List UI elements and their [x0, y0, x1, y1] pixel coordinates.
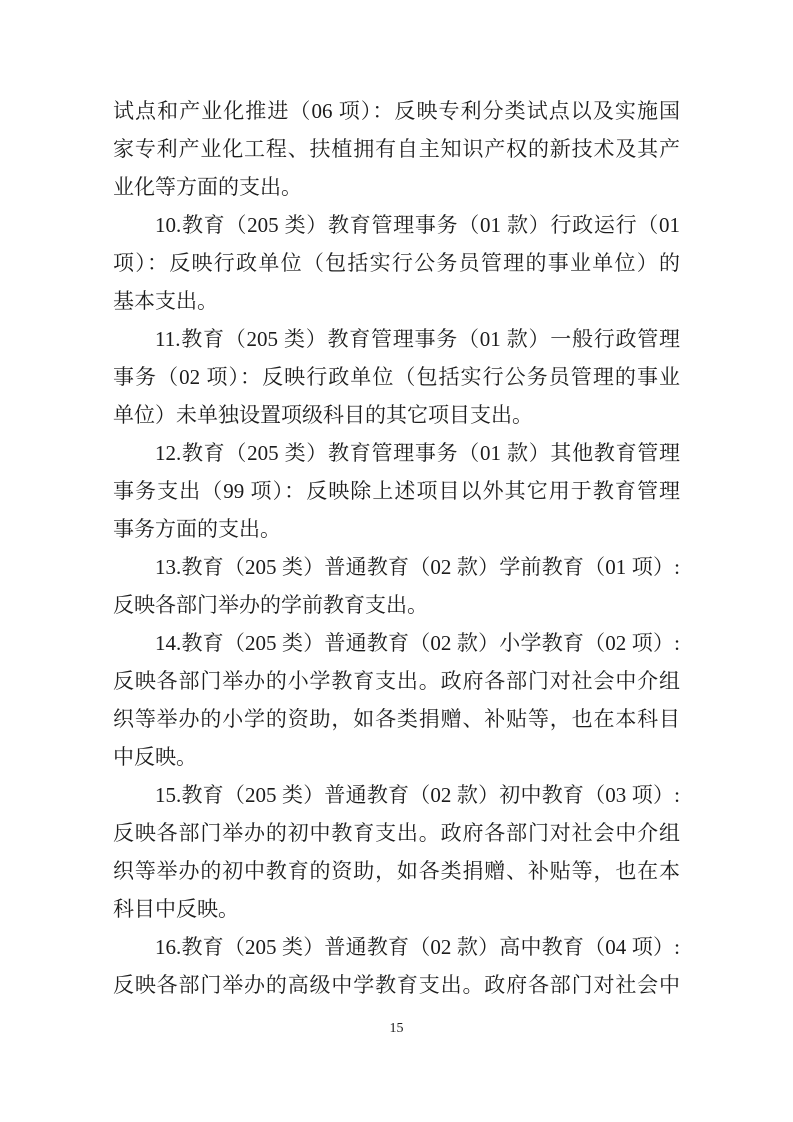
- text-line: 14.教育（205 类）普通教育（02 款）小学教育（02 项）:: [155, 631, 680, 655]
- text-line: 11.教育（205 类）教育管理事务（01 款）一般行政管理: [155, 327, 680, 351]
- page-number: 15: [389, 1021, 404, 1036]
- paragraph-15: [113, 776, 680, 928]
- text-line: 事务支出（99 项）：反映除上述项目以外其它用于教育管理: [113, 479, 680, 503]
- text-line: 科目中反映。: [113, 897, 239, 921]
- text-line: 反映各部门举办的学前教育支出。: [113, 593, 428, 617]
- paragraph-11: [113, 320, 680, 434]
- text-line: 业化等方面的支出。: [113, 175, 302, 199]
- text-line: 10.教育（205 类）教育管理事务（01 款）行政运行（01: [155, 213, 680, 237]
- text-line: 试点和产业化推进（06 项）：反映专利分类试点以及实施国: [113, 99, 680, 123]
- text-line: 反映各部门举办的高级中学教育支出。政府各部门对社会中: [113, 973, 680, 997]
- text-line: 事务（02 项）：反映行政单位（包括实行公务员管理的事业: [113, 365, 680, 389]
- text-line: 家专利产业化工程、扶植拥有自主知识产权的新技术及其产: [113, 137, 680, 161]
- text-line: 基本支出。: [113, 289, 218, 313]
- text-line: 反映各部门举办的初中教育支出。政府各部门对社会中介组: [113, 821, 680, 845]
- paragraph-13: [113, 548, 680, 624]
- paragraph-12: [113, 434, 680, 548]
- paragraph-10: [113, 206, 680, 320]
- text-line: 15.教育（205 类）普通教育（02 款）初中教育（03 项）:: [155, 783, 680, 807]
- text-line: 16.教育（205 类）普通教育（02 款）高中教育（04 项）:: [155, 935, 680, 959]
- text-line: 12.教育（205 类）教育管理事务（01 款）其他教育管理: [155, 441, 680, 465]
- text-line: 织等举办的初中教育的资助，如各类捐赠、补贴等，也在本: [113, 859, 680, 883]
- text-line: 中反映。: [113, 745, 197, 769]
- body-text: [113, 92, 680, 1004]
- text-line: 项）：反映行政单位（包括实行公务员管理的事业单位）的: [113, 251, 680, 275]
- text-line: 单位）未单独设置项级科目的其它项目支出。: [113, 403, 533, 427]
- paragraph-16: [113, 928, 680, 1004]
- text-line: 织等举办的小学的资助，如各类捐赠、补贴等，也在本科目: [113, 707, 680, 731]
- paragraph-09-continued: [113, 92, 680, 206]
- text-line: 13.教育（205 类）普通教育（02 款）学前教育（01 项）:: [155, 555, 680, 579]
- text-line: 事务方面的支出。: [113, 517, 281, 541]
- text-line: 反映各部门举办的小学教育支出。政府各部门对社会中介组: [113, 669, 680, 693]
- paragraph-14: [113, 624, 680, 776]
